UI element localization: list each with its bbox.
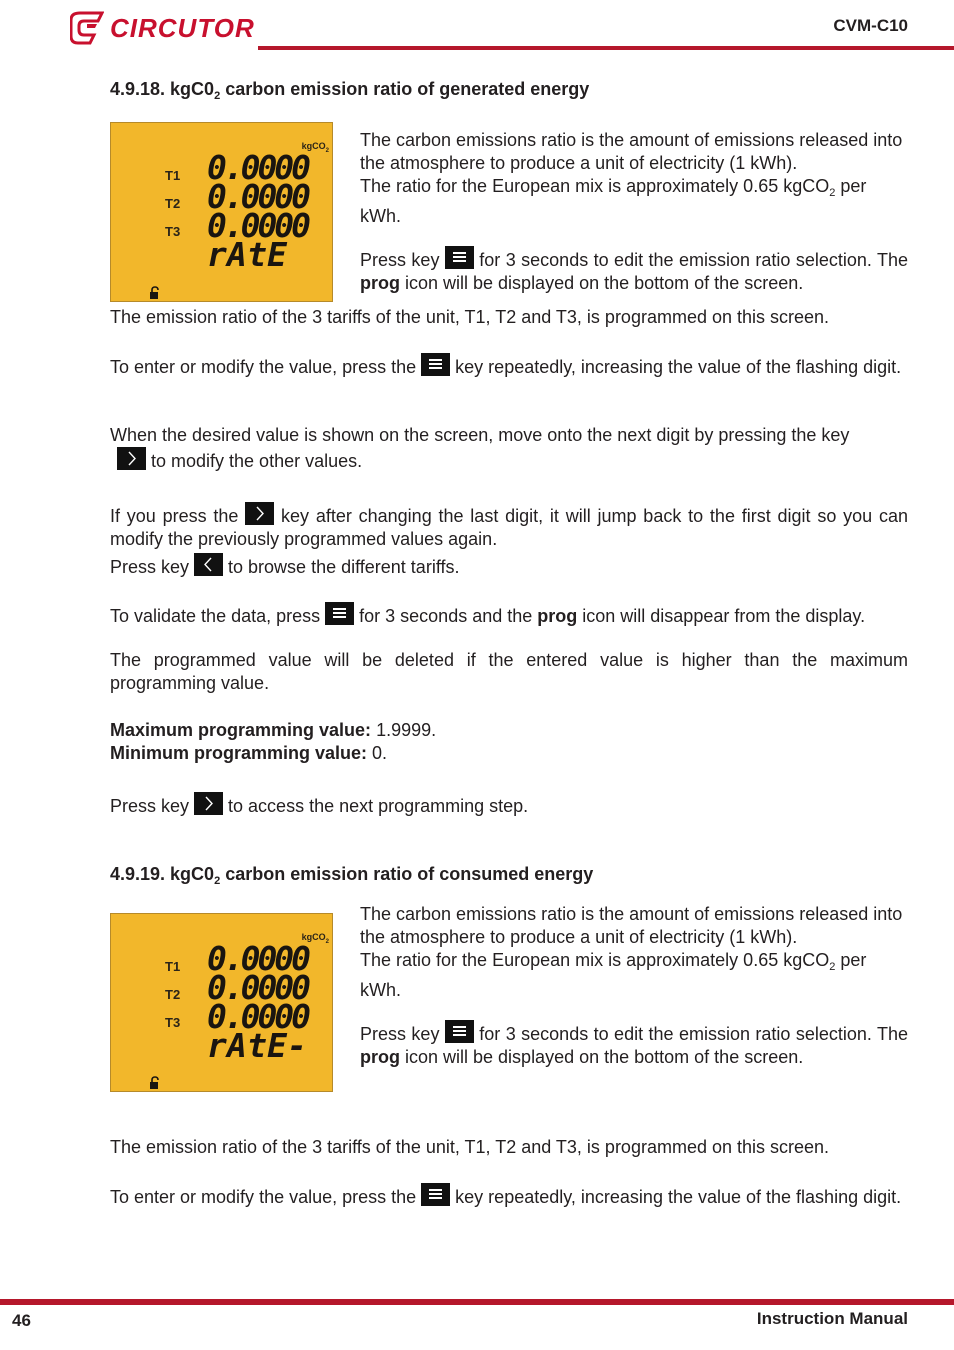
press-key-edit-paragraph-2: Press key for 3 seconds to edit the emission ratio selection. The prog icon will be displayed on the bottom of the screen.	[360, 1020, 908, 1069]
lcd-digits	[207, 153, 327, 273]
footer-rule	[0, 1299, 954, 1305]
min-value-line: Minimum programming value: 0.	[110, 743, 388, 763]
lcd-tariff-t2: T2	[165, 196, 181, 211]
intro-paragraph-2: The carbon emissions ratio is the amount of emissions released into the atmosphere to produce a unit of electricity (1 kWh). The ratio for the European mix is approximately 0.65 kgCO$_2$ per kWh.	[360, 904, 903, 1000]
section-heading-consumed: 4.9.19. $kgC0_2$ carbon emission ratio of consumed energy	[110, 864, 594, 887]
lcd-row-1: 0.0000	[207, 944, 311, 978]
lcd-row-2: 0.0000	[207, 177, 311, 216]
deleted-value-paragraph: The programmed value will be deleted if the entered value is higher than the maximum programming value.	[110, 650, 908, 693]
manual-title: Instruction Manual	[756, 1309, 908, 1328]
press-key-edit-paragraph: Press key for 3 seconds to edit the emission ratio selection. The prog icon will be displayed on the bottom of the screen.	[360, 246, 908, 295]
next-digit-paragraph: When the desired value is shown on the screen, move onto the next digit by pressing the key to modify the other values.	[110, 425, 850, 471]
right-arrow-key-icon	[245, 502, 274, 525]
menu-key-icon	[421, 1183, 450, 1206]
menu-key-icon	[325, 602, 354, 625]
lcd-unit-label: kgCO$_2$	[301, 141, 329, 154]
lcd-row-label: rAtE	[207, 235, 287, 273]
right-arrow-key-icon	[194, 792, 223, 815]
lcd-row-1: 0.0000	[207, 153, 311, 187]
lcd-tariff-t3: T3	[165, 1015, 181, 1030]
last-digit-paragraph: If you press the key after changing the last digit, it will jump back to the first digit so you can modify the previously programmed values again.	[110, 502, 908, 551]
lcd-tariff-t2: T2	[165, 987, 181, 1002]
lcd-tariff-t3: T3	[165, 224, 181, 239]
circutor-logo-icon	[70, 11, 104, 45]
header-rule	[258, 46, 954, 50]
lcd-digits	[207, 944, 327, 1064]
lcd-display-generated	[110, 122, 333, 302]
right-arrow-key-icon	[117, 447, 146, 470]
modify-value-paragraph: To enter or modify the value, press the key repeatedly, increasing the value of the flashing digit.	[110, 353, 908, 379]
next-step-paragraph: Press key to access the next programming step.	[110, 792, 908, 818]
lcd-tariff-t1: T1	[165, 168, 181, 183]
section-heading-generated: 4.9.18. $kgC0_2$ carbon emission ratio of generated energy	[110, 79, 590, 102]
browse-tariffs-paragraph: Press key to browse the different tariffs.	[110, 553, 908, 579]
modify-value-paragraph-2: To enter or modify the value, press the key repeatedly, increasing the value of the flashing digit.	[110, 1183, 908, 1209]
left-arrow-key-icon	[194, 553, 223, 576]
menu-key-icon	[445, 1020, 474, 1043]
lcd-display-consumed	[110, 913, 333, 1092]
max-value-line: Maximum programming value: 1.9999.	[110, 720, 437, 740]
lock-icon	[149, 1076, 161, 1090]
brand-logo	[70, 10, 255, 46]
lcd-row-3: 0.0000	[207, 997, 311, 1036]
intro-paragraph-1: The carbon emissions ratio is the amount of emissions released into the atmosphere to produce a unit of electricity (1 kWh). The ratio for the European mix is approximately 0.65 kgCO$_2$ per kWh.	[360, 130, 903, 226]
menu-key-icon	[445, 246, 474, 269]
lcd-row-2: 0.0000	[207, 968, 311, 1007]
page-number: 46	[12, 1311, 31, 1330]
lcd-row-label: rAtE-	[207, 1026, 307, 1064]
lock-icon	[149, 286, 161, 300]
brand-name: CIRCUTOR	[110, 12, 255, 43]
validate-paragraph: To validate the data, press for 3 seconds and the prog icon will disappear from the display.	[110, 602, 908, 628]
menu-key-icon	[421, 353, 450, 376]
lcd-row-3: 0.0000	[207, 206, 311, 245]
tariffs-paragraph-2: The emission ratio of the 3 tariffs of the unit, T1, T2 and T3, is programmed on this screen.	[110, 1137, 830, 1157]
model-name: CVM-C10	[833, 16, 908, 35]
tariffs-paragraph: The emission ratio of the 3 tariffs of the unit, T1, T2 and T3, is programmed on this screen.	[110, 307, 830, 327]
lcd-tariff-t1: T1	[165, 959, 181, 974]
lcd-unit-label: kgCO$_2$	[301, 932, 329, 945]
